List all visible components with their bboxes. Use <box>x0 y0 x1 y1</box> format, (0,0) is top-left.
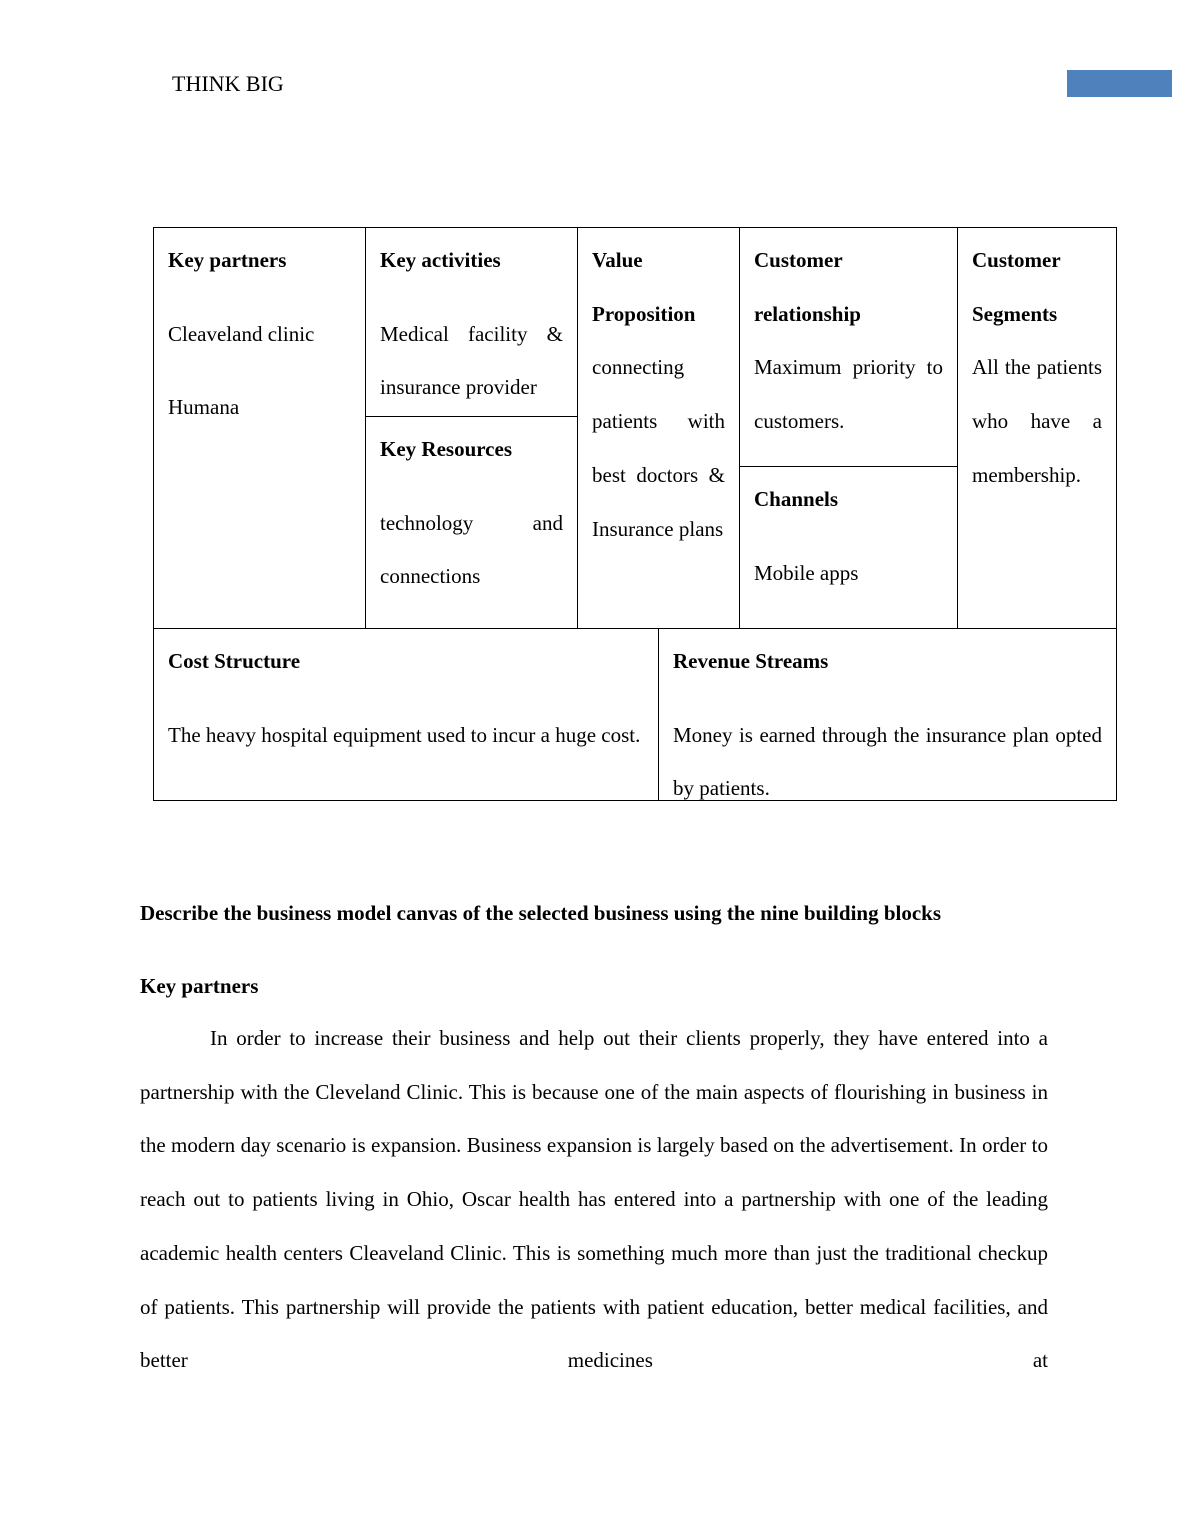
customer-segments-heading: Customer Segments <box>972 248 1061 326</box>
customer-relationship-heading: Customer relationship <box>754 248 861 326</box>
channels-heading: Channels <box>754 487 839 511</box>
question-heading: Describe the business model canvas of the selected business using the nine building blocks <box>140 901 942 925</box>
key-resources-heading: Key Resources <box>380 437 512 461</box>
cell-key-resources <box>365 416 578 629</box>
customer-relationship-text: Maximum priority to customers. <box>754 355 943 434</box>
key-resources-text: technology and connections <box>380 510 563 589</box>
key-partners-heading: Key partners <box>168 248 287 272</box>
document-header-title: THINK BIG <box>172 71 284 96</box>
business-model-canvas-table <box>153 227 1117 801</box>
customer-segments-text: All the patients who have a membership. <box>972 355 1102 487</box>
cell-customer-segments <box>957 227 1117 629</box>
cost-structure-text: The heavy hospital equipment used to incur a huge cost. <box>168 722 641 747</box>
key-activities-heading: Key activities <box>380 248 501 272</box>
channels-text: Mobile apps <box>754 560 859 585</box>
cell-cost-structure <box>153 628 659 801</box>
header-accent-bar <box>1067 70 1172 97</box>
section-heading-key-partners: Key partners <box>140 974 259 998</box>
cell-value-proposition <box>577 227 740 629</box>
cell-customer-relationship <box>739 227 958 467</box>
revenue-streams-text: Money is earned through the insurance plan opted by patients. <box>673 722 1102 801</box>
value-proposition-heading: Value Proposition <box>592 248 696 326</box>
key-partner-item: Humana <box>168 395 240 420</box>
key-partner-item: Cleaveland clinic <box>168 321 315 346</box>
value-proposition-text: connecting patients with best doctors & Insurance plans <box>592 355 725 541</box>
cell-channels <box>739 466 958 629</box>
cell-revenue-streams <box>658 628 1117 801</box>
body-paragraph: In order to increase their business and help out their clients properly, they have entered into a partnership with the Cleveland Clinic. This is because one of the main aspects of flourishing in business in the modern day scenario is expansion. Business expansion is largely based on the advertisement. In order to reach out to patients living in Ohio, Oscar health has entered into a partnership with one of the leading academic health centers Cleaveland Clinic. This is something much more than just the traditional checkup of patients. This partnership will provide the patients with patient education, better medical facilities, and better medicines at <box>140 1026 1048 1373</box>
cell-key-activities <box>365 227 578 417</box>
cell-key-partners <box>153 227 366 629</box>
cost-structure-heading: Cost Structure <box>168 649 301 673</box>
key-activities-text: Medical facility & insurance provider <box>380 321 563 400</box>
revenue-streams-heading: Revenue Streams <box>673 649 829 673</box>
